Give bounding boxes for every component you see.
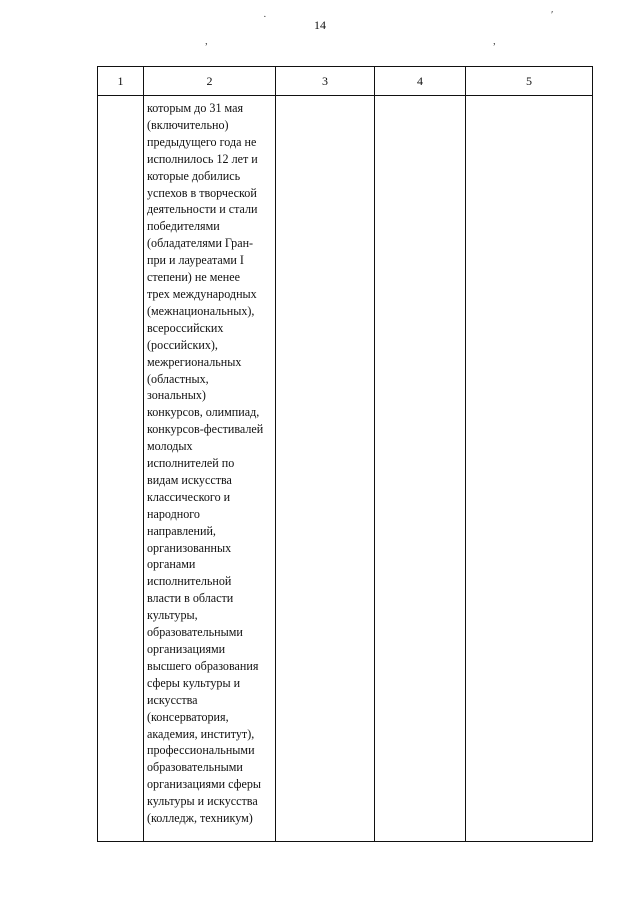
text-line: направлений, [147,523,216,538]
cell-col-2 [144,96,276,842]
cell-col-5 [466,96,593,842]
text-line: молодых [147,439,193,454]
column-header-1: 1 [98,67,144,96]
text-line: видам искусства [147,472,232,487]
cell-col-2-text [144,96,275,827]
text-line: профессиональными [147,743,255,758]
text-line: (областных, [147,371,209,386]
text-line: культуры и искусства [147,794,258,809]
text-line: трех международных [147,286,257,301]
text-line: конкурсов-фестивалей [147,422,264,437]
text-line: при и лауреатами I [147,253,244,268]
text-line: академия, институт), [147,726,255,741]
text-line: степени) не менее [147,270,240,285]
text-line: исполнительной [147,574,232,589]
scan-mark: , [493,35,496,47]
text-line: культуры, [147,608,198,623]
text-line: зональных) [147,388,206,403]
text-line: межрегиональных [147,354,242,369]
text-line: успехов в творческой [147,185,257,200]
text-line: высшего образования [147,658,259,673]
cell-col-4 [375,96,466,842]
page-number: 14 [314,18,326,32]
column-header-4: 4 [375,67,466,96]
text-line: классического и [147,489,231,504]
column-header-2: 2 [144,67,276,96]
cell-col-1 [98,96,144,842]
text-line: образовательными [147,625,243,640]
text-line: искусства [147,692,198,707]
text-line: народного [147,506,200,521]
text-line: (межнациональных), [147,303,255,318]
text-line: которые добились [147,168,241,183]
text-line: сферы культуры и [147,675,241,690]
text-line: органами [147,557,196,572]
table-row [98,96,593,842]
text-line: организациями сферы [147,777,262,792]
text-line: (обладателями Гран- [147,236,254,251]
text-line: конкурсов, олимпиад, [147,405,260,420]
text-line: исполнилось 12 лет и [147,151,258,166]
scan-mark: · [263,11,267,23]
document-table [97,66,593,842]
text-line: образовательными [147,760,243,775]
text-line: всероссийских [147,320,224,335]
text-line: организованных [147,540,232,555]
column-header-5: 5 [466,67,593,96]
cell-col-3 [276,96,375,842]
text-line: исполнителей по [147,456,235,471]
column-header-3: 3 [276,67,375,96]
text-line: (включительно) [147,117,229,132]
table-header-row [98,67,593,96]
scan-mark: , [205,35,208,47]
text-line: деятельности и стали [147,202,258,217]
scan-mark: ′ [551,9,554,21]
text-line: (российских), [147,337,218,352]
text-line: победителями [147,219,220,234]
text-line: (консерватория, [147,709,229,724]
text-line: власти в области [147,591,234,606]
text-line: которым до 31 мая [147,101,244,115]
text-line: предыдущего года не [147,134,257,149]
text-line: (колледж, техникум) [147,811,253,826]
text-line: организациями [147,642,226,656]
